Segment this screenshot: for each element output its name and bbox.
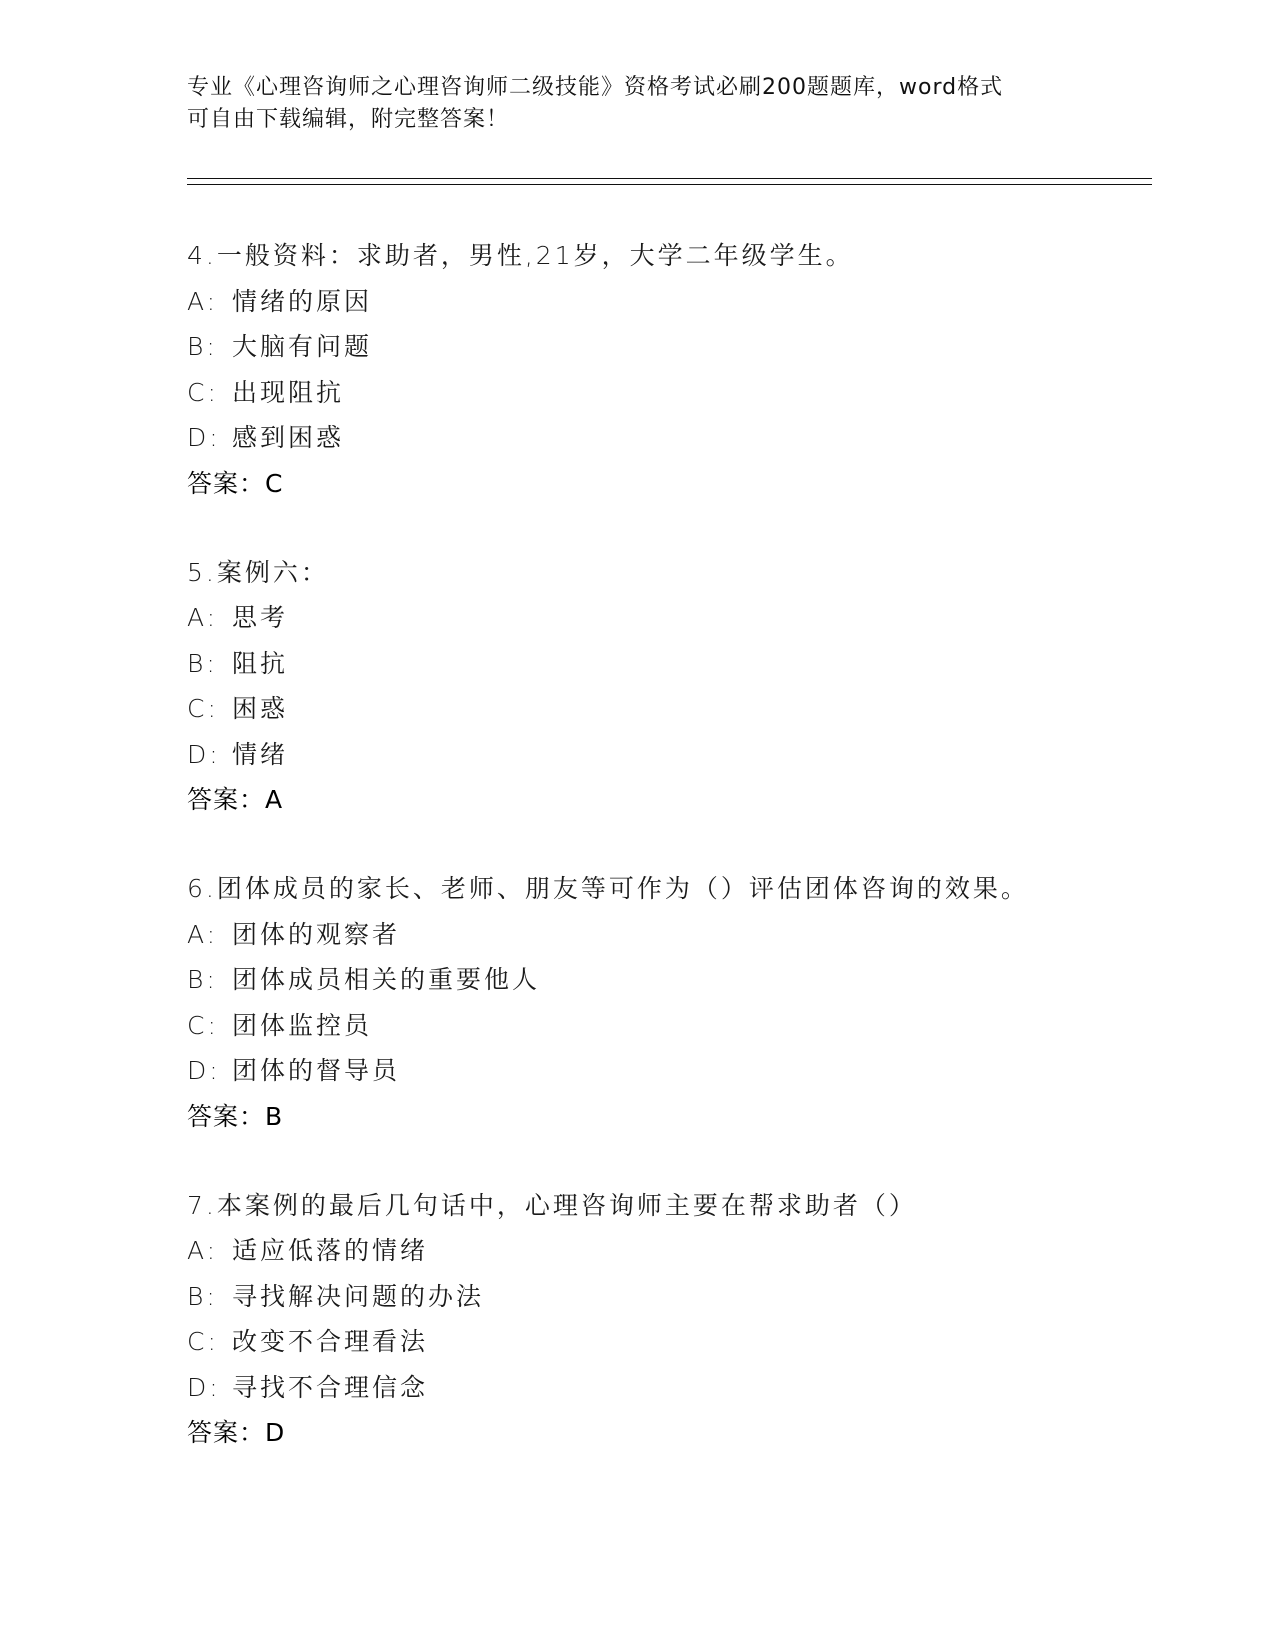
option-key: B: [187, 648, 218, 678]
option-d [187, 1365, 1147, 1411]
option-key: A: [187, 1236, 219, 1265]
option-text: 思考 [232, 603, 289, 632]
option-d [187, 415, 1147, 461]
answer-line [187, 461, 1147, 507]
option-text: 团体监控员 [232, 1010, 373, 1040]
header-line-2: 可自由下载编辑，附完整答案！ [187, 107, 510, 132]
document-header [187, 72, 1067, 136]
option-key: C: [187, 694, 219, 723]
option-text: 适应低落的情绪 [232, 1236, 429, 1265]
option-key: B: [187, 1281, 218, 1311]
option-text: 出现阻抗 [232, 377, 345, 407]
question-item [187, 233, 1147, 507]
answer-value: B [265, 1101, 284, 1131]
question-text: 本案例的最后几句话中，心理咨询师主要在帮求助者（） [216, 1190, 917, 1220]
option-key: D: [187, 1056, 221, 1085]
option-d [187, 732, 1147, 778]
option-d [187, 1048, 1147, 1094]
option-text: 改变不合理看法 [232, 1327, 429, 1356]
question-text: 团体成员的家长、老师、朋友等可作为（）评估团体咨询的效果。 [216, 874, 1029, 903]
option-a [187, 912, 1147, 958]
option-text: 情绪 [232, 739, 289, 769]
question-stem [187, 550, 1147, 596]
option-text: 团体的观察者 [232, 919, 401, 949]
option-key: C: [187, 1327, 219, 1356]
answer-label: 答案： [187, 785, 266, 814]
option-key: A: [187, 286, 219, 316]
question-number: 4. [187, 241, 217, 270]
option-text: 阻抗 [232, 648, 289, 678]
answer-value: D [265, 1418, 286, 1447]
question-number: 5. [187, 557, 217, 587]
option-text: 寻找不合理信念 [232, 1372, 429, 1402]
answer-label: 答案： [187, 468, 266, 498]
question-item [187, 866, 1147, 1140]
option-key: B: [187, 965, 218, 994]
answer-value: C [265, 468, 284, 498]
option-b [187, 957, 1147, 1003]
option-text: 团体的督导员 [232, 1056, 401, 1085]
option-a [187, 1228, 1147, 1274]
option-a [187, 595, 1147, 641]
option-key: A: [187, 919, 219, 949]
option-b [187, 324, 1147, 370]
question-text: 一般资料：求助者，男性,21岁，大学二年级学生。 [216, 241, 854, 270]
option-b [187, 641, 1147, 687]
answer-label: 答案： [187, 1418, 266, 1447]
question-item [187, 1183, 1147, 1457]
answer-line [187, 1410, 1147, 1456]
option-c [187, 1319, 1147, 1365]
option-key: A: [187, 603, 219, 632]
answer-line [187, 1094, 1147, 1140]
option-text: 困惑 [232, 694, 289, 723]
question-text: 案例六： [216, 557, 329, 587]
option-key: D: [187, 423, 221, 452]
header-divider [187, 178, 1152, 185]
option-text: 大脑有问题 [232, 332, 373, 361]
option-text: 情绪的原因 [232, 286, 373, 316]
option-c [187, 686, 1147, 732]
answer-line [187, 777, 1147, 823]
question-stem [187, 866, 1147, 912]
option-key: D: [187, 1372, 221, 1402]
question-number: 7. [187, 1190, 217, 1220]
option-text: 团体成员相关的重要他人 [232, 965, 541, 994]
answer-value: A [265, 785, 284, 814]
answer-label: 答案： [187, 1101, 266, 1131]
option-key: C: [187, 377, 219, 407]
question-number: 6. [187, 874, 217, 903]
option-b [187, 1274, 1147, 1320]
option-text: 寻找解决问题的办法 [232, 1281, 485, 1311]
option-c [187, 1003, 1147, 1049]
question-list [187, 233, 1147, 1499]
question-stem [187, 1183, 1147, 1229]
option-c [187, 370, 1147, 416]
header-line-1: 专业《心理咨询师之心理咨询师二级技能》资格考试必刷200题题库，word格式 [187, 75, 1004, 100]
question-stem [187, 233, 1147, 279]
option-key: C: [187, 1010, 219, 1040]
option-a [187, 279, 1147, 325]
question-item [187, 550, 1147, 824]
option-key: B: [187, 332, 218, 361]
option-text: 感到困惑 [232, 423, 345, 452]
option-key: D: [187, 739, 221, 769]
